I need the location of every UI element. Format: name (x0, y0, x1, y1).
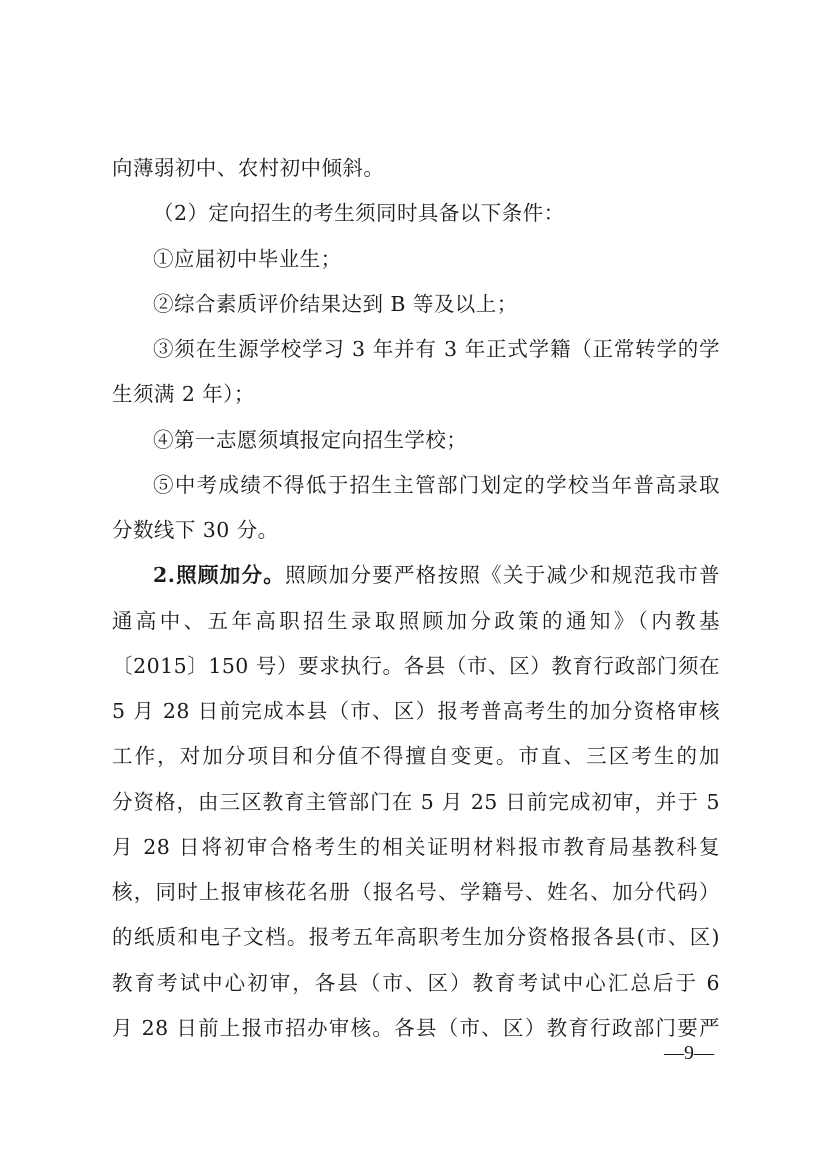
page-number: —9— (664, 1042, 714, 1064)
text-line-20: 月 28 日前上报市招办审核。各县（市、区）教育行政部门要严 (112, 1015, 720, 1040)
text-line-3: ①应届初中毕业生； (153, 246, 342, 271)
text-line-8: ⑤中考成绩不得低于招生主管部门划定的学校当年普高录取 (153, 472, 720, 497)
text-line-14: 工作，对加分项目和分值不得擅自变更。市直、三区考生的加 (112, 744, 720, 769)
text-line-6: 生须满 2 年）； (112, 382, 255, 407)
text-line-11: 通高中、五年高职招生录取照顾加分政策的通知》（内教基 (112, 608, 720, 633)
text-line-17: 核，同时上报审核花名册（报名号、学籍号、姓名、加分代码） (112, 880, 720, 904)
text-line-5: ③须在生源学校学习 3 年并有 3 年正式学籍（正常转学的学 (153, 337, 720, 361)
text-line-13: 5 月 28 日前完成本县（市、区）报考普高考生的加分资格审核 (112, 699, 720, 723)
text-line-10-body: 照顾加分要严格按照《关于减少和规范我市普 (285, 563, 720, 588)
text-line-16: 月 28 日将初审合格考生的相关证明材料报市教育局基教科复 (112, 834, 720, 859)
text-line-10 (112, 553, 720, 598)
text-line-18: 的纸质和电子文档。报考五年高职考生加分资格报各县(市、区) (112, 925, 720, 950)
text-line-1: 向薄弱初中、农村初中倾斜。 (112, 156, 385, 180)
text-line-7: ④第一志愿须填报定向招生学校； (153, 427, 468, 452)
text-line-2: （2）定向招生的考生须同时具备以下条件： (153, 201, 565, 226)
text-line-12: 〔2015〕150 号）要求执行。各县（市、区）教育行政部门须在 (112, 653, 720, 678)
body-text (112, 146, 720, 1051)
section-heading: 2.照顾加分。 (153, 563, 286, 588)
text-line-19: 教育考试中心初审，各县（市、区）教育考试中心汇总后于 6 (112, 970, 720, 995)
text-line-4: ②综合素质评价结果达到 B 等及以上； (153, 291, 518, 316)
text-line-15: 分资格，由三区教育主管部门在 5 月 25 日前完成初审，并于 5 (112, 789, 720, 814)
text-line-9: 分数线下 30 分。 (112, 518, 279, 542)
